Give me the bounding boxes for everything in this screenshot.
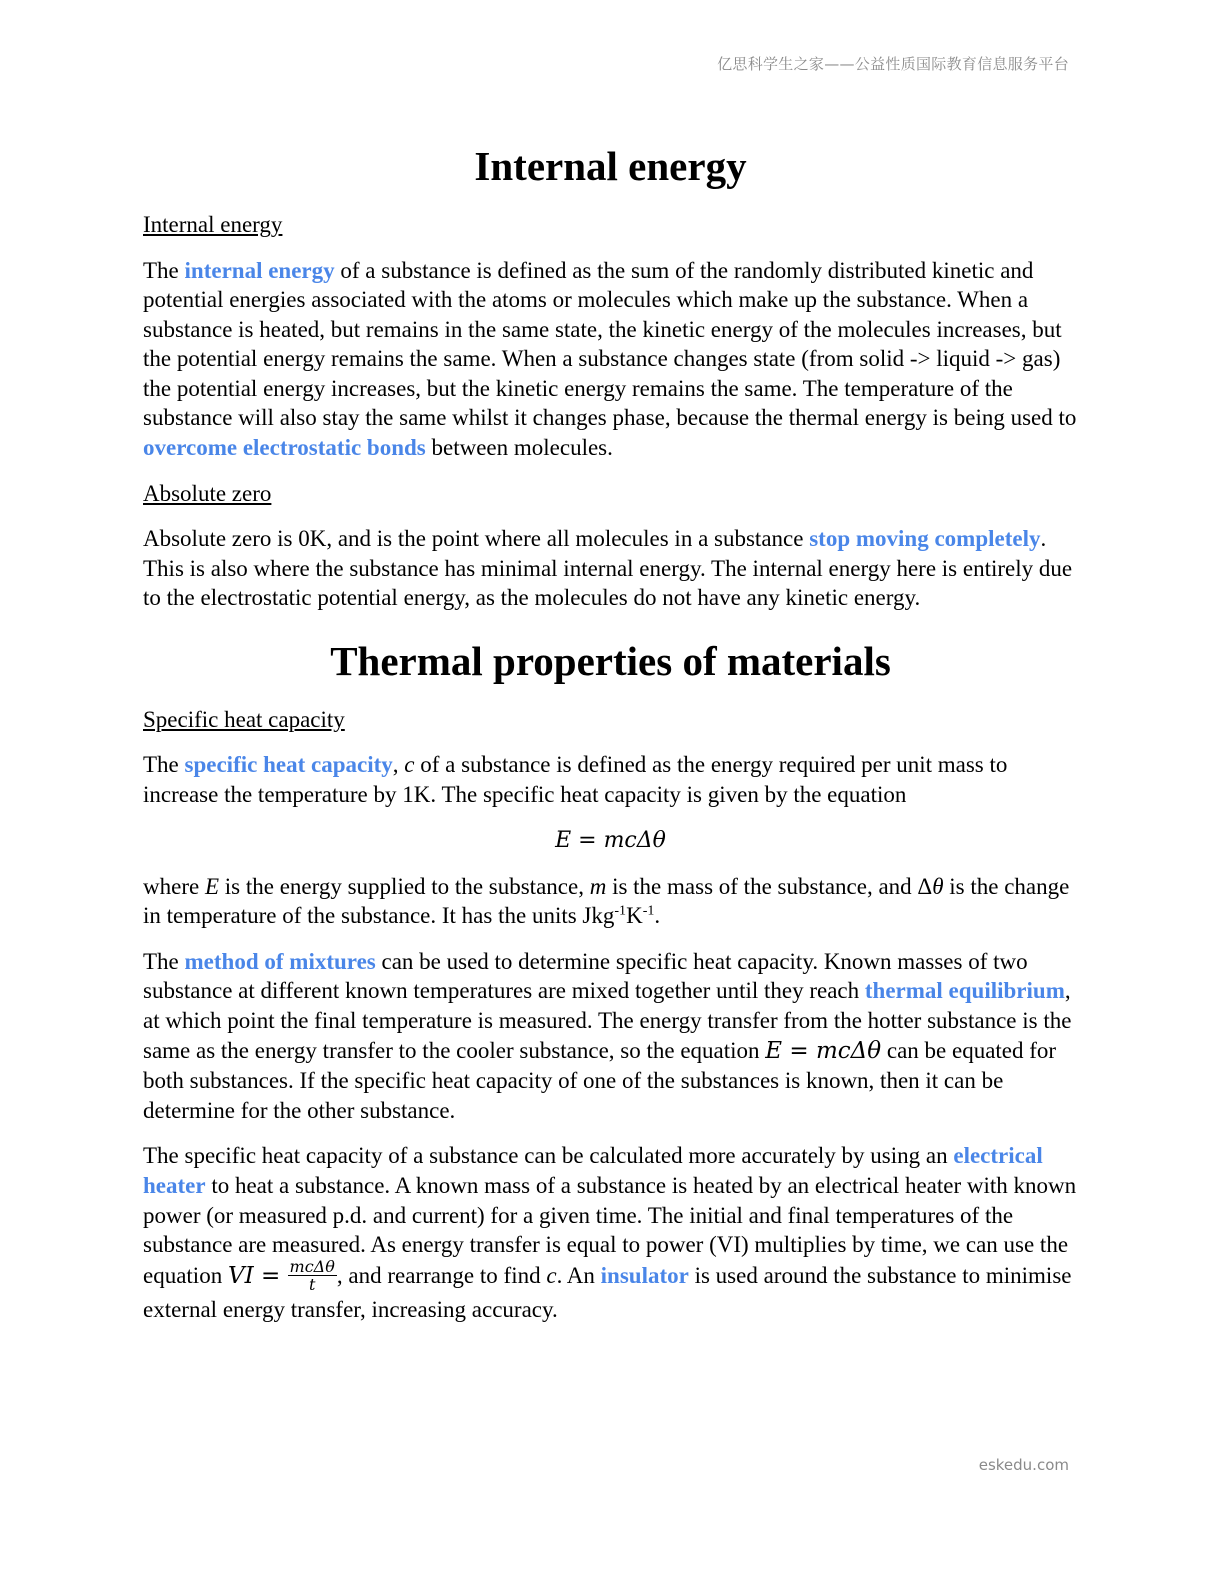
text: . bbox=[654, 903, 661, 929]
document-body bbox=[143, 140, 1078, 1324]
text: to heat a substance. A known mass of a substance is heated by an electrical heater with known power (or measured p.d. and current) for a given time. The initial and final temperatures of the substance are measured. As energy transfer is equal to power (VI) multiplies by time, we can use the equation bbox=[143, 1172, 1077, 1288]
text: . An bbox=[556, 1262, 601, 1288]
fraction-denominator: t bbox=[308, 1274, 316, 1294]
paragraph-electrical-heater bbox=[143, 1141, 1078, 1324]
inline-equation: E = mcΔθ bbox=[765, 1037, 882, 1064]
text: of a substance is defined as the energy required per unit mass to increase the temperature by 1K. The specific heat capacity is given by the equation bbox=[143, 752, 1008, 808]
section-title-internal-energy: Internal energy bbox=[474, 143, 747, 189]
text: K bbox=[626, 903, 643, 929]
symbol-c: c bbox=[404, 752, 415, 778]
fraction-numerator: mcΔθ bbox=[289, 1256, 335, 1276]
footer-watermark: eskedu.com bbox=[978, 1456, 1069, 1474]
keyword-specific-heat-capacity: specific heat capacity bbox=[184, 752, 393, 778]
equation-energy: E = mcΔθ bbox=[555, 827, 666, 853]
text: is used around the substance to minimise external energy transfer, increasing accuracy. bbox=[143, 1262, 1072, 1322]
paragraph-absolute-zero bbox=[143, 524, 1078, 613]
superscript: -1 bbox=[614, 903, 627, 919]
fraction bbox=[288, 1258, 337, 1293]
subheading-absolute-zero: Absolute zero bbox=[143, 480, 272, 506]
symbol-theta: θ bbox=[932, 873, 944, 899]
text: is the mass of the substance, and Δ bbox=[606, 873, 933, 899]
text: is the energy supplied to the substance, bbox=[219, 873, 590, 899]
keyword-electrical-heater: electrical heater bbox=[143, 1143, 1043, 1198]
equation-lhs: VI = bbox=[227, 1262, 288, 1289]
section-title-thermal-properties: Thermal properties of materials bbox=[330, 637, 891, 684]
text: can be equated for both substances. If the specific heat capacity of one of the substances is known, then it can be determine for the other substance. bbox=[143, 1037, 1057, 1123]
text: can be used to determine specific heat capacity. Known masses of two substance at different known temperatures are mixed together until they reach bbox=[143, 948, 1028, 1004]
text: The bbox=[143, 948, 185, 974]
keyword-stop-moving: stop moving completely bbox=[809, 526, 1041, 552]
subheading-specific-heat: Specific heat capacity bbox=[143, 706, 345, 732]
paragraph-internal-energy bbox=[143, 256, 1078, 463]
paragraph-shc-definition bbox=[143, 750, 1078, 809]
keyword-insulator: insulator bbox=[600, 1262, 689, 1288]
symbol-E: E bbox=[204, 873, 219, 899]
text: . This is also where the substance has minimal internal energy. The internal energy here is entirely due to the electrostatic potential energy, as the molecules do not have any kinetic energy. bbox=[143, 526, 1073, 611]
subheading-internal-energy: Internal energy bbox=[143, 212, 283, 237]
keyword-method-of-mixtures: method of mixtures bbox=[184, 948, 376, 974]
paragraph-method-of-mixtures bbox=[143, 947, 1078, 1126]
header-watermark: 亿思科学生之家——公益性质国际教育信息服务平台 bbox=[717, 55, 1069, 73]
text: of a substance is defined as the sum of the randomly distributed kinetic and potential energies associated with the atoms or molecules which make up the substance. When a substance is heated, but remains in the same state, the kinetic energy of the molecules increases, but the potential energy remains the same. When a substance changes state (from solid -> liquid -> gas) the potential energy increases, but the kinetic energy remains the same. The temperature of the substance will also stay the same whilst it changes phase, because the thermal energy is being used to bbox=[143, 257, 1077, 431]
symbol-m: m bbox=[589, 873, 607, 899]
text: , bbox=[392, 752, 405, 778]
text: is the change in temperature of the substance. It has the units Jkg bbox=[143, 873, 1070, 929]
text: between molecules. bbox=[425, 435, 613, 461]
keyword-thermal-equilibrium: thermal equilibrium bbox=[864, 978, 1065, 1004]
text: The bbox=[143, 752, 185, 778]
text: The bbox=[143, 257, 185, 283]
text: , and rearrange to find bbox=[336, 1262, 547, 1288]
keyword-internal-energy: internal energy bbox=[184, 257, 335, 283]
text: The specific heat capacity of a substance can be calculated more accurately by using an bbox=[143, 1143, 954, 1169]
symbol-c: c bbox=[546, 1262, 557, 1288]
text: where bbox=[143, 873, 205, 899]
keyword-overcome-bonds: overcome electrostatic bonds bbox=[143, 435, 426, 461]
text: Absolute zero is 0K, and is the point where all molecules in a substance bbox=[143, 526, 810, 552]
text: , at which point the final temperature is measured. The energy transfer from the hotter substance is the same as the energy transfer to the cooler substance, so the equation bbox=[143, 978, 1072, 1063]
superscript: -1 bbox=[642, 903, 655, 919]
paragraph-shc-variables bbox=[143, 872, 1078, 931]
